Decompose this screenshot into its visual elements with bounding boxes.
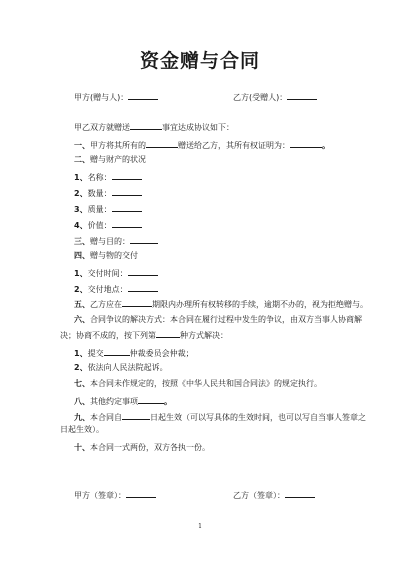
signature-a-blank[interactable]	[126, 489, 156, 498]
deadline-blank[interactable]	[122, 298, 152, 307]
party-b-label: 乙方(受赠人)：	[233, 93, 288, 102]
ownership-proof-blank[interactable]	[290, 139, 322, 148]
clause-6-line-2	[60, 329, 228, 341]
delivery-time	[74, 267, 158, 279]
clause-8	[74, 395, 172, 407]
value-blank[interactable]	[112, 219, 142, 228]
delivery-time-blank[interactable]	[128, 267, 158, 276]
item-label: 交付地点：	[87, 285, 128, 294]
clause-9-line-2	[60, 425, 104, 435]
arbitration-text-before: 提交	[87, 349, 104, 358]
property-blank[interactable]	[146, 139, 178, 148]
arbitration-text-after: 仲裁委员会仲裁；	[129, 349, 194, 358]
clause-5	[74, 298, 368, 310]
item-value	[74, 219, 142, 231]
intro-text-after: 事宜达成协议如下：	[162, 123, 234, 132]
clause-8-text: 其他约定事项	[90, 397, 138, 406]
item-number: 2、	[74, 363, 88, 372]
item-number: 2、	[74, 189, 88, 198]
other-matters-blank[interactable]	[138, 395, 164, 404]
clause-7	[74, 379, 322, 389]
clause-1-end: 。	[322, 141, 330, 150]
clause-9-text-before: 本合同自	[90, 413, 122, 422]
gift-matter-blank[interactable]	[130, 121, 162, 130]
clause-3	[74, 235, 158, 247]
item-number: 1、	[74, 173, 88, 182]
court-text: 依法向人民法院起诉。	[87, 363, 168, 372]
intro-text-before: 甲乙双方就赠送	[74, 123, 130, 132]
delivery-place	[74, 283, 158, 295]
signature-b-blank[interactable]	[285, 489, 315, 498]
clause-6-number: 六、	[74, 315, 90, 324]
clause-1-text-before: 甲方将其所有的	[90, 141, 146, 150]
item-quantity	[74, 187, 142, 199]
item-number: 1、	[74, 349, 88, 358]
name-blank[interactable]	[112, 171, 142, 180]
clause-8-number: 八、	[74, 397, 90, 406]
clause-10	[74, 443, 210, 453]
party-a-label: 甲方(赠与人)：	[74, 93, 129, 102]
item-label: 价值：	[87, 221, 112, 230]
quality-blank[interactable]	[112, 203, 142, 212]
clause-1-number: 一、	[74, 141, 90, 150]
item-quality	[74, 203, 142, 215]
clause-3-text: 赠与目的：	[90, 237, 130, 246]
clause-3-number: 三、	[74, 237, 90, 246]
item-number: 3、	[74, 205, 88, 214]
item-label: 名称：	[87, 173, 112, 182]
clause-9-text-after: 日起生效（可以写具体的生效时间，也可以写自当事人签章之	[150, 413, 366, 422]
clause-1-text-middle: 赠送给乙方，其所有权证明为：	[178, 141, 290, 150]
arbitration-option	[74, 347, 194, 359]
item-name	[74, 171, 142, 183]
resolution-method-blank[interactable]	[156, 329, 180, 338]
clause-4-number: 四、	[74, 251, 90, 260]
party-b-blank[interactable]	[287, 91, 317, 100]
clause-8-end: 。	[164, 397, 172, 406]
effective-date-blank[interactable]	[122, 411, 150, 420]
clause-2-text: 赠与财产的状况	[90, 155, 146, 164]
clause-5-text-before: 乙方应在	[90, 300, 122, 309]
document-title: 资金赠与合同	[139, 50, 260, 72]
clause-6-text-after: 种方式解决：	[180, 331, 228, 340]
clause-6-text: 合同争议的解决方式：本合同在履行过程中发生的争议，由双方当事人协商解	[90, 315, 362, 324]
clause-10-number: 十、	[74, 443, 90, 452]
clause-2-number: 二、	[74, 155, 90, 164]
party-a-line	[74, 91, 158, 103]
item-label: 交付时间：	[87, 269, 128, 278]
clause-7-text: 本合同未作规定的，按照《中华人民共和国合同法》的规定执行。	[90, 379, 322, 388]
court-option	[74, 363, 168, 373]
quantity-blank[interactable]	[112, 187, 142, 196]
party-b-line	[233, 91, 317, 103]
signature-party-a	[74, 489, 156, 501]
clause-1	[74, 139, 330, 151]
signature-party-b	[233, 489, 315, 501]
page-number: 1	[198, 523, 202, 530]
clause-6-line-1	[74, 315, 362, 325]
delivery-place-blank[interactable]	[128, 283, 158, 292]
clause-6-text-before: 决；协商不成的，按下列第	[60, 331, 156, 340]
item-label: 质量：	[87, 205, 112, 214]
clause-9-text-continued: 日起生效）。	[60, 425, 104, 434]
clause-5-number: 五、	[74, 300, 90, 309]
clause-10-text: 本合同一式两份，双方各执一份。	[90, 443, 210, 452]
item-label: 数量：	[87, 189, 112, 198]
intro-line	[74, 121, 234, 133]
clause-4	[74, 251, 138, 261]
clause-7-number: 七、	[74, 379, 90, 388]
signature-b-label: 乙方（签章）：	[233, 491, 285, 500]
clause-9-number: 九、	[74, 413, 90, 422]
item-number: 2、	[74, 285, 88, 294]
clause-4-text: 赠与物的交付	[90, 251, 138, 260]
clause-2	[74, 155, 146, 165]
item-number: 1、	[74, 269, 88, 278]
arbitration-committee-blank[interactable]	[104, 347, 130, 356]
item-number: 4、	[74, 221, 88, 230]
party-a-blank[interactable]	[128, 91, 158, 100]
signature-a-label: 甲方（签章）：	[74, 491, 126, 500]
clause-9-line-1	[74, 411, 366, 423]
clause-5-text-after: 期限内办理所有权转移的手续，逾期不办的，视为拒绝赠与。	[152, 300, 368, 309]
purpose-blank[interactable]	[130, 235, 158, 244]
